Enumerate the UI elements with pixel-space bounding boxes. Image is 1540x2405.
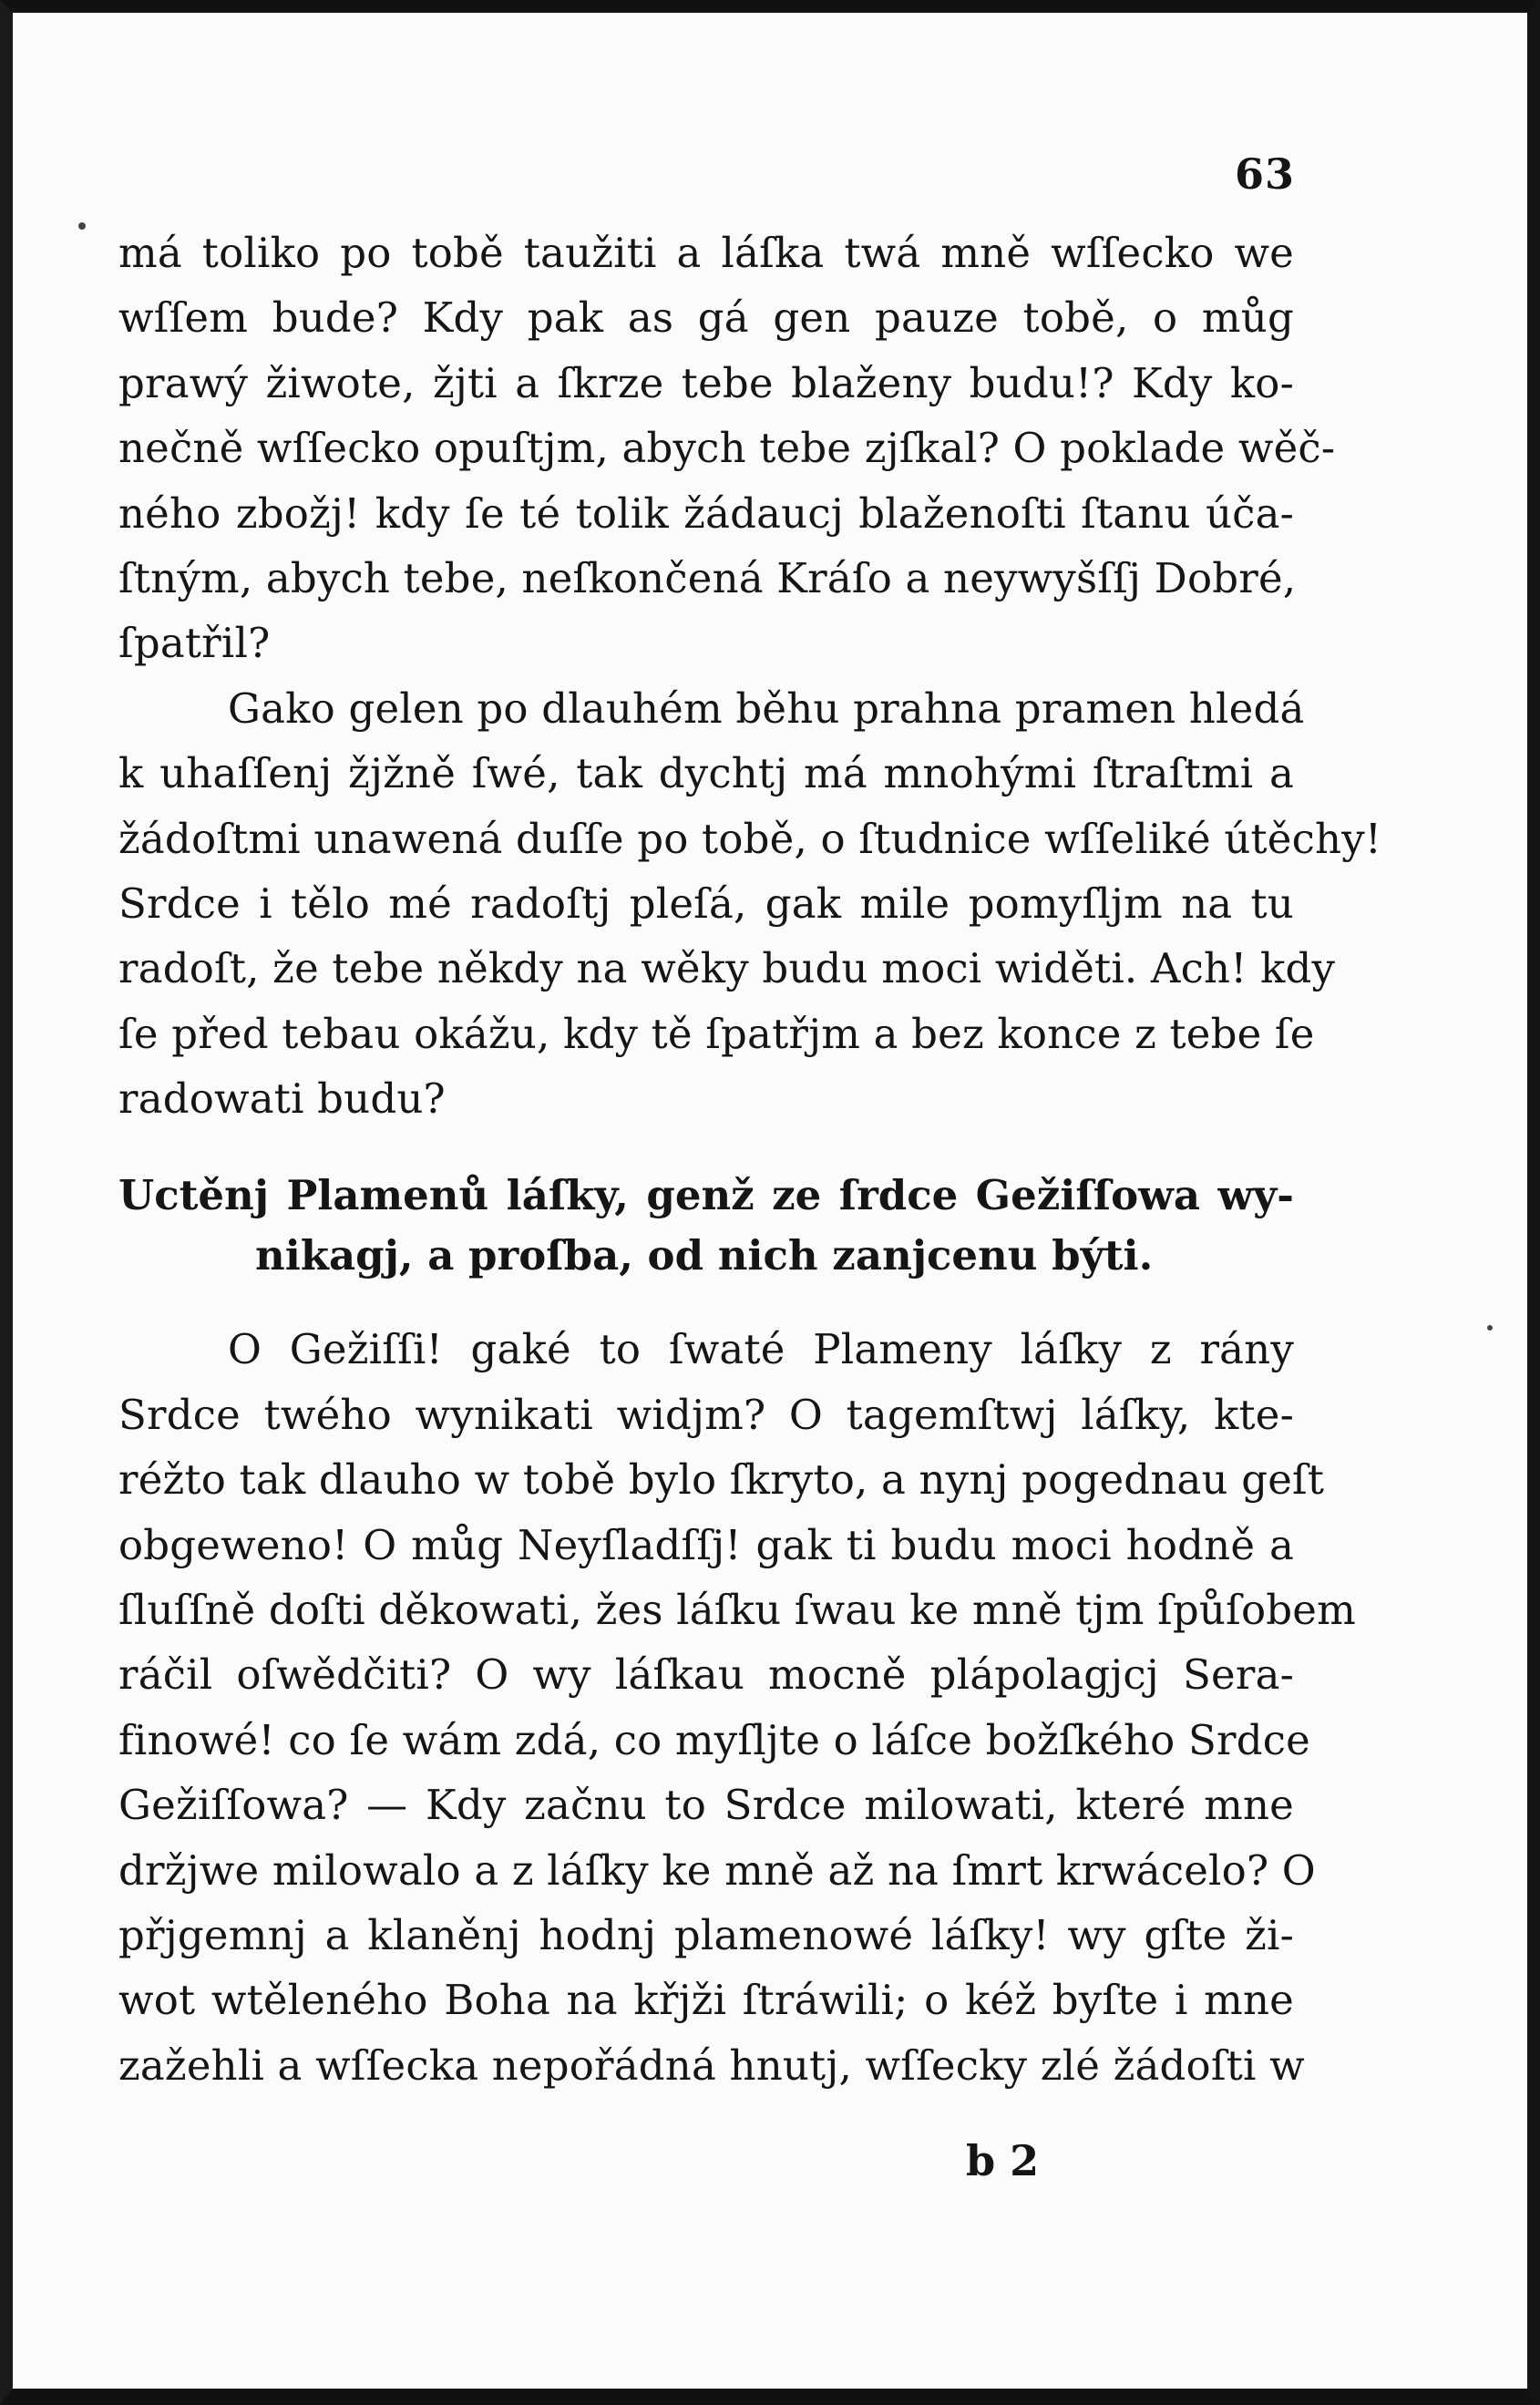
text-line: ráčil oſwědčiti? O wy láſkau mocně plápolagjcj Sera- [118,1650,1294,1700]
text-line: ſluſſně doſti děkowati, žes láſku ſwau ke mně tjm ſpůſobem [118,1586,1356,1635]
text-line: žádoſtmi unawená duſſe po tobě, o ſtudnice wſſeliké útěchy! [118,814,1382,863]
text-line: Gežiſſowa? — Kdy začnu to Srdce milowati, které mne [118,1781,1294,1830]
text-line: O Gežiſſi! gaké to ſwaté Plameny láſky z rány [228,1325,1294,1374]
text-line: držjwe milowalo a z láſky ke mně až na ſmrt krwácelo? O [118,1845,1316,1895]
text-line: ſe před tebau okážu, kdy tě ſpatřjm a bez konce z tebe ſe [118,1009,1315,1058]
text-line: obgeweno! O můg Neyſladſſj! gak ti budu moci hodně a [118,1520,1294,1569]
text-line: wſſem bude? Kdy pak as gá gen pauze tobě, o můg [118,293,1294,343]
page-text [118,221,1382,2098]
text-line: přjgemnj a klaněnj hodnj plamenowé láſky! wy gſte ži- [118,1910,1294,1959]
text-line: finowé! co ſe wám zdá, co myſljte o láſce božſkého Srdce [118,1715,1310,1764]
text-line: zažehli a wſſecka nepořádná hnutj, wſſecky zlé žádoſti w [118,2040,1305,2090]
page-number: 63 [1234,149,1295,199]
text-line: wot wtěleného Boha na křjži ſtráwili; o kéž byſte i mne [118,1976,1294,2025]
text-line: ſtným, abych tebe, neſkončená Kráſo a neywyšſſj Dobré, [118,553,1297,602]
text-line: radowati budu? [118,1074,446,1124]
text-line: radoſt, že tebe někdy na wěky budu moci widěti. Ach! kdy [118,944,1336,993]
text-line: Srdce i tělo mé radoſtj pleſá, gak mile pomyſljm na tu [118,879,1294,928]
text-line: ſpatřil? [118,619,271,668]
text-line: nečně wſſecko opuſtjm, abych tebe zjſkal? O poklade wěč- [118,424,1336,473]
signature-mark: b 2 [966,2136,1040,2185]
heading-line: Uctěnj Plamenů láſky, genž ze ſrdce Gežiſſowa wy- [118,1171,1294,1220]
ink-speck [1487,1325,1493,1331]
text-line: Srdce twého wynikati widjm? O tagemſtwj láſky, kte- [118,1390,1294,1439]
paragraph [118,676,1382,1132]
heading-line: nikagj, a proſba, od nich zanjcenu býti. [255,1231,1154,1280]
section-heading [118,1166,1294,1286]
text-line: ného zbožj! kdy ſe té tolik žádaucj blaženoſti ſtanu úča- [118,488,1294,538]
text-line: k uhaſſenj žjžně ſwé, tak dychtj má mnohými ſtraſtmi a [118,749,1294,798]
text-line: má toliko po tobě taužiti a láſka twá mně wſſecko we [118,229,1294,277]
text-line: prawý žiwote, žjti a ſkrze tebe blaženy budu!? Kdy ko- [118,358,1294,407]
text-line: Gako gelen po dlauhém běhu prahna pramen hledá [228,683,1305,733]
paragraph [118,1317,1356,2098]
ink-speck [78,222,86,230]
paragraph [118,221,1336,676]
text-line: réžto tak dlauho w tobě bylo ſkryto, a nynj pogednau geſt [118,1455,1325,1505]
